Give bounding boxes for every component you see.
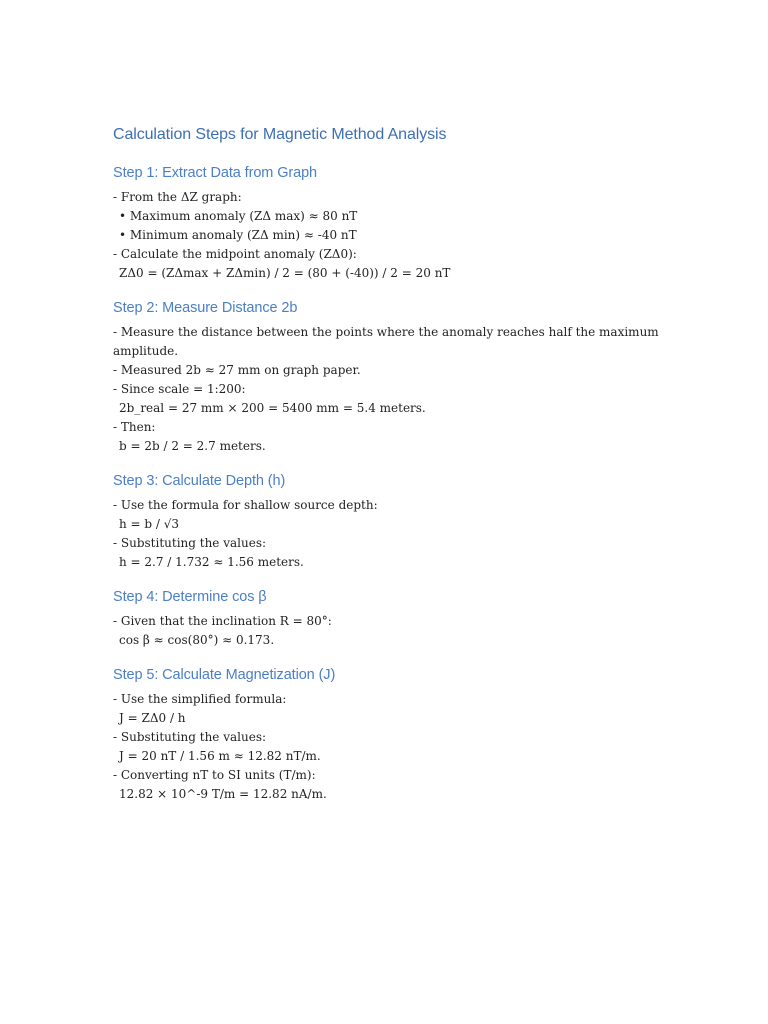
step-5-formula: J = ZΔ0 / h: [119, 711, 186, 725]
step-4-line: - Given that the inclination R = 80°:: [113, 614, 332, 628]
step-2-line: - Measured 2b ≈ 27 mm on graph paper.: [113, 363, 361, 377]
step-2-line: - Then:: [113, 420, 156, 434]
step-2-section: [113, 297, 673, 456]
step-5-line: - Use the simplified formula:: [113, 692, 287, 706]
step-1-bullet: • Minimum anomaly (ZΔ min) ≈ -40 nT: [119, 228, 357, 242]
step-3-formula: h = b / √3: [119, 517, 180, 531]
step-4-heading: Step 4: Determine cos β: [113, 589, 267, 605]
step-2-heading: Step 2: Measure Distance 2b: [113, 300, 298, 316]
step-4-formula: cos β ≈ cos(80°) ≈ 0.173.: [119, 633, 275, 647]
step-2-formula: b = 2b / 2 = 2.7 meters.: [119, 439, 266, 453]
step-5-line: - Substituting the values:: [113, 730, 267, 744]
step-1-line: - From the ΔZ graph:: [113, 190, 242, 204]
step-1-formula: ZΔ0 = (ZΔmax + ZΔmin) / 2 = (80 + (-40)) / 2 = 20 nT: [119, 266, 451, 280]
step-3-formula: h = 2.7 / 1.732 ≈ 1.56 meters.: [119, 555, 304, 569]
step-2-line: - Measure the distance between the points where the anomaly reaches half the maximum amplitude.: [113, 325, 663, 358]
step-1-section: [113, 162, 673, 283]
step-3-line: - Use the formula for shallow source depth:: [113, 498, 378, 512]
step-5-formula: 12.82 × 10^-9 T/m = 12.82 nA/m.: [119, 787, 327, 801]
step-3-heading: Step 3: Calculate Depth (h): [113, 473, 286, 489]
step-2-line: - Since scale = 1:200:: [113, 382, 246, 396]
document-page: [113, 124, 673, 818]
step-4-section: [113, 586, 673, 650]
step-1-bullet: • Maximum anomaly (ZΔ max) ≈ 80 nT: [119, 209, 358, 223]
step-1-line: - Calculate the midpoint anomaly (ZΔ0):: [113, 247, 357, 261]
step-5-heading: Step 5: Calculate Magnetization (J): [113, 667, 336, 683]
step-3-section: [113, 470, 673, 572]
step-5-section: [113, 664, 673, 804]
step-5-formula: J = 20 nT / 1.56 m ≈ 12.82 nT/m.: [119, 749, 321, 763]
step-2-formula: 2b_real = 27 mm × 200 = 5400 mm = 5.4 meters.: [119, 401, 426, 415]
step-1-heading: Step 1: Extract Data from Graph: [113, 165, 318, 181]
document-title: Calculation Steps for Magnetic Method Analysis: [113, 126, 447, 143]
step-3-line: - Substituting the values:: [113, 536, 267, 550]
step-5-line: - Converting nT to SI units (T/m):: [113, 768, 316, 782]
